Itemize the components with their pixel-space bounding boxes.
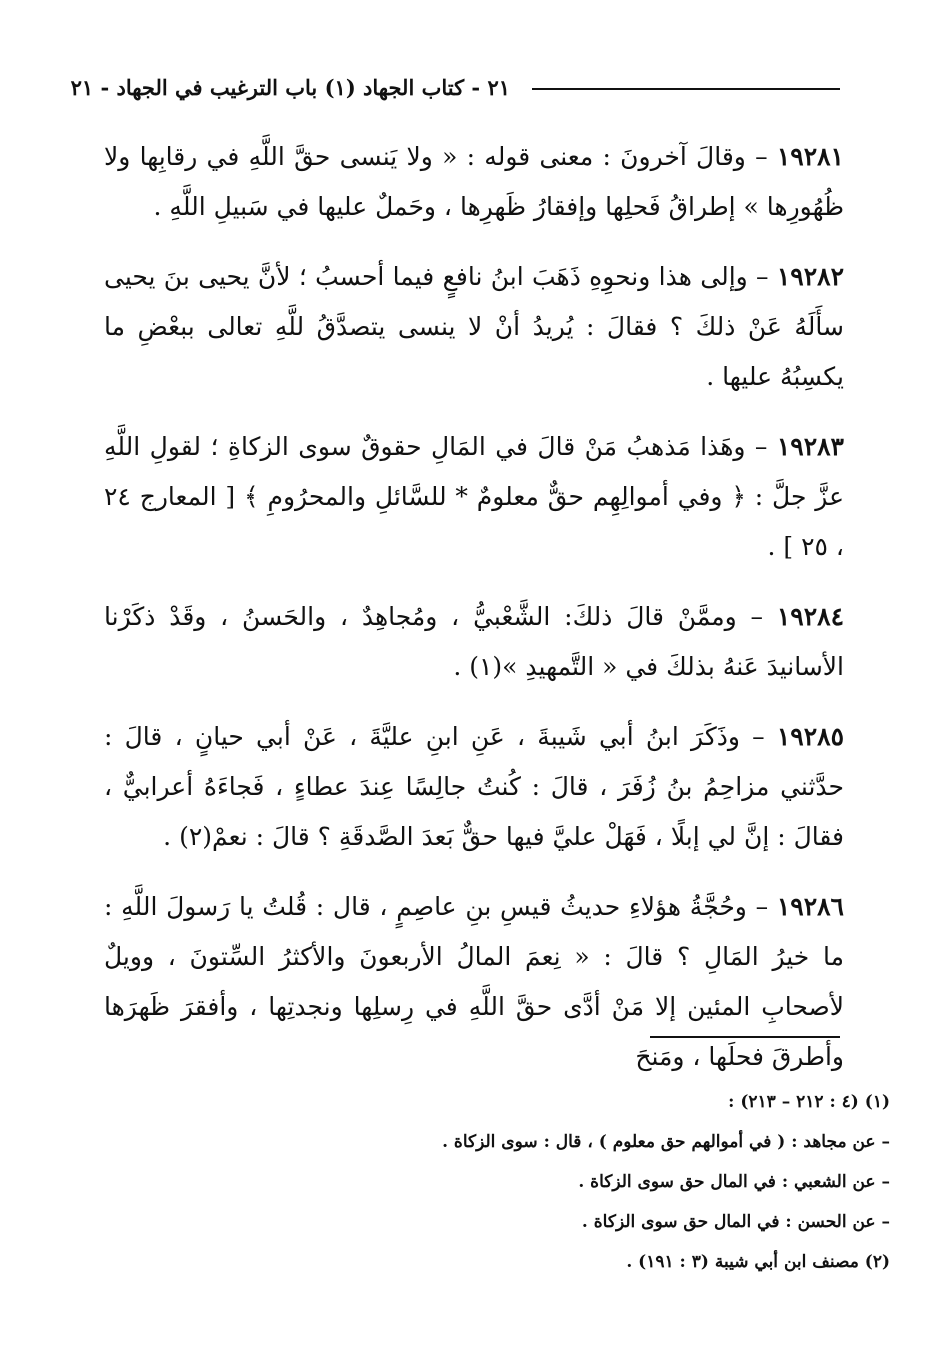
paragraph-text: – وممَّنْ قالَ ذلكَ: الشَّعْبيُّ ، ومُجاهِدٌ ، والحَسنُ ، وقَدْ ذكَرْنا الأسانيدَ عَنهُ بذلكَ في « التَّمهيدِ »(١) . bbox=[104, 602, 844, 681]
paragraph-number: ١٩٢٨٥ bbox=[776, 722, 845, 751]
paragraph-text: – وإلى هذا ونحوِهِ ذَهَبَ ابنُ نافعٍ فيما أحسبُ ؛ لأنَّ يحيى بنَ يحيى سأَلَهُ عَنْ ذلكَ ؟ فقالَ : يُريدُ أنْ لا ينسى يتصدَّقُ للَّهِ تعالى ببعْضِ ما يكسِبُهُ عليها . bbox=[104, 262, 844, 391]
paragraph-19284 bbox=[104, 592, 844, 692]
paragraph-19281 bbox=[104, 132, 844, 232]
running-head bbox=[70, 70, 840, 110]
paragraph-text: – وذَكَرَ ابنُ أبي شَيبةَ ، عَنِ ابنِ عليَّةَ ، عَنْ أبي حيانٍ ، قالَ : حدَّثني مزاحِمُ بنُ زُفَرَ ، قالَ : كُنتُ جالِسًا عِندَ عطاءٍ ، فَجاءَهُ أعرابيٌّ ، فقالَ : إنَّ لي إبلًا ، فَهَلْ عليَّ فيها حقٌّ بَعدَ الصَّدقَةِ ؟ قالَ : نعمْ(٢) . bbox=[104, 722, 844, 851]
running-head-title: ٢١ - كتاب الجهاد (١) باب الترغيب في الجهاد - ٢١ bbox=[70, 75, 510, 100]
paragraph-number: ١٩٢٨١ bbox=[776, 142, 844, 171]
paragraph-text: – وقالَ آخرونَ : معنى قوله : « ولا يَنسى حقَّ اللَّهِ في رقابِها ولا ظُهُورِها » إطراقُ فَحلِها وإفقارُ ظَهرِها ، وحَملٌ عليها في سَبيلِ اللَّهِ . bbox=[104, 142, 844, 221]
paragraph-19282 bbox=[104, 252, 844, 402]
footnote-1: (١) (٤ : ٢١٢ – ٢١٣) : bbox=[728, 1092, 890, 1112]
footnote-1-mujahid: – عن مجاهد : ( في أموالهم حق معلوم ) ، قال : سوى الزكاة . bbox=[442, 1132, 890, 1152]
paragraph-text: – وهَذا مَذهبُ مَنْ قالَ في المَالِ حقوقٌ سوى الزكاةِ ؛ لقولِ اللَّهِ عزَّ جلَّ : ﴿ وفي أموالِهِم حقٌّ معلومٌ * للسَّائلِ والمحرُومِ ﴾ [ المعارج ٢٤ ، ٢٥ ] . bbox=[104, 432, 844, 561]
paragraph-19285 bbox=[104, 712, 844, 862]
footnote-1-shabi: – عن الشعبي : في المال حق سوى الزكاة . bbox=[578, 1172, 890, 1192]
header-rule bbox=[532, 88, 840, 90]
footnote-1-hasan: – عن الحسن : في المال حق سوى الزكاة . bbox=[581, 1212, 890, 1232]
paragraph-number: ١٩٢٨٤ bbox=[776, 602, 844, 631]
paragraph-19286 bbox=[104, 882, 844, 1082]
footnote-rule bbox=[650, 1036, 840, 1038]
main-text bbox=[104, 132, 844, 1102]
paragraph-text: – وحُجَّةُ هؤلاءِ حديثُ قيسِ بنِ عاصِمٍ ، قال : قُلتُ يا رَسولَ اللَّهِ : ما خيرُ المَالِ ؟ قالَ : « نِعمَ المالُ الأربعونَ والأكثرُ السِّتونَ ، وويلٌ لأصحابِ المئين إلا مَنْ أدَّى حقَّ اللَّهِ في رِسلِها ونجدتِها ، وأفقرَ ظَهرَها وأطرقَ فحلَها ، ومَنحَ bbox=[104, 892, 844, 1071]
paragraph-number: ١٩٢٨٢ bbox=[776, 262, 844, 291]
footnote-2: (٢) مصنف ابن أبي شيبة (٣ : ١٩١) . bbox=[626, 1252, 890, 1272]
footnotes bbox=[104, 1082, 890, 1282]
paragraph-number: ١٩٢٨٣ bbox=[776, 432, 844, 461]
paragraph-number: ١٩٢٨٦ bbox=[776, 892, 844, 921]
paragraph-19283 bbox=[104, 422, 844, 572]
